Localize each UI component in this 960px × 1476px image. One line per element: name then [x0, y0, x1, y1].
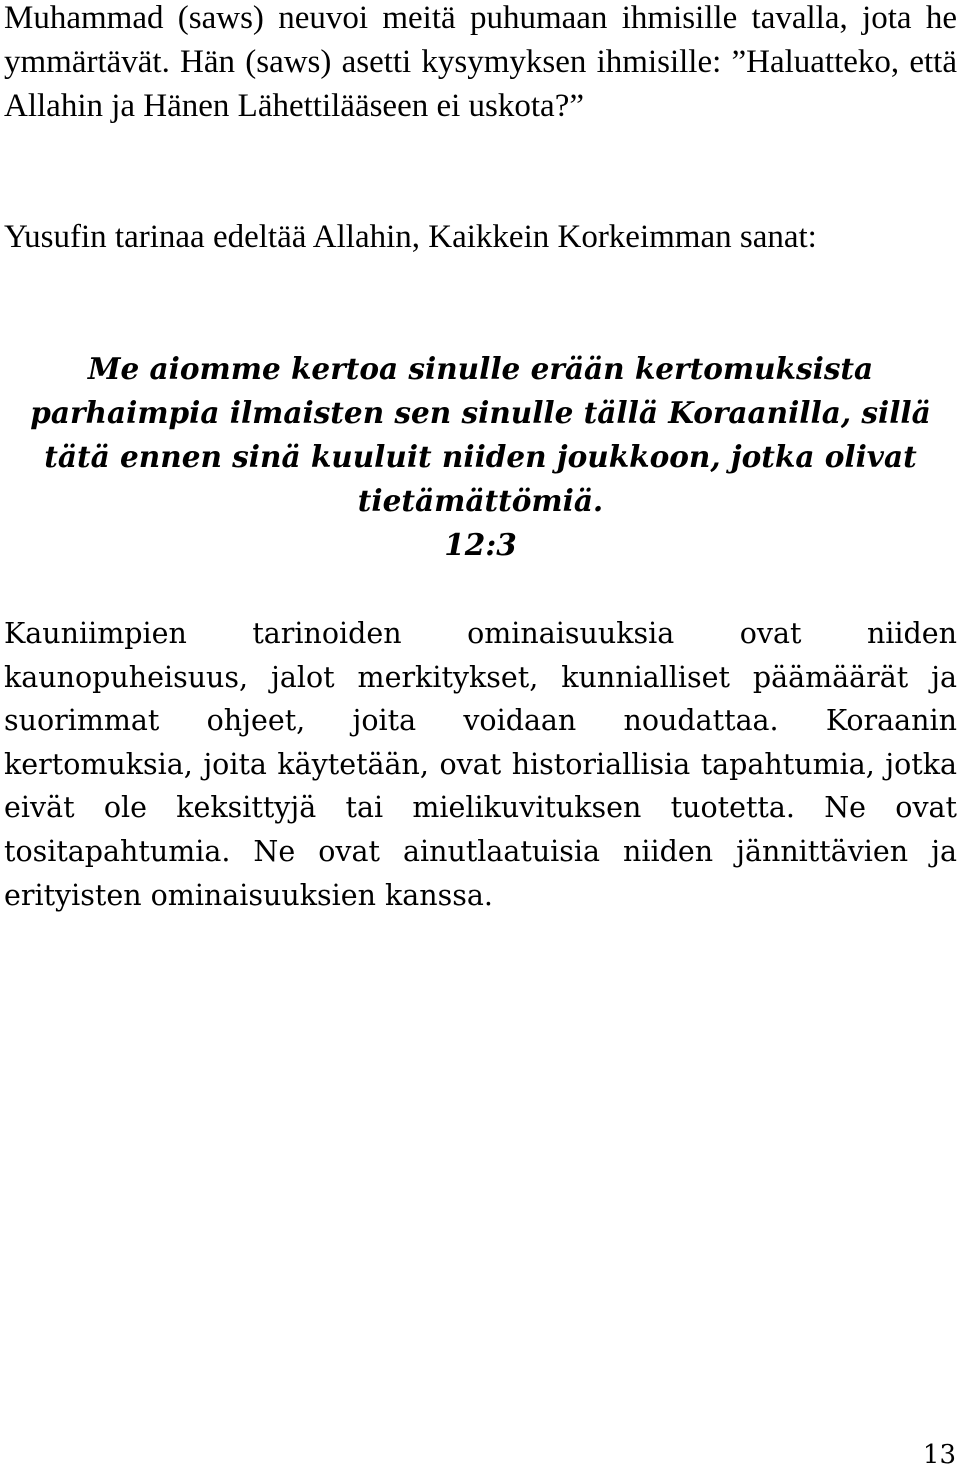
lead-paragraph: Yusufin tarinaa edeltää Allahin, Kaikkein Korkeimman sanat: [4, 219, 817, 255]
page-number: 13 [922, 1440, 956, 1470]
quote-text: Me aiomme kertoa sinulle erään kertomuksista parhaimpia ilmaisten sen sinulle tällä Koraanilla, sillä tätä ennen sinä kuuluit niiden joukkoon, jotka olivat tietämättömiä. [30, 351, 931, 518]
quran-quote [4, 347, 957, 567]
quote-reference: 12:3 [444, 527, 517, 562]
body-paragraph: Kauniimpien tarinoiden ominaisuuksia ovat niiden kaunopuheisuus, jalot merkitykset, kunnialliset päämäärät ja suorimmat ohjeet, joita voidaan noudattaa. Koraanin kertomuksia, joita käytetään, ovat historiallisia tapahtumia, jotka eivät ole keksittyjä tai mielikuvituksen tuotetta. Ne ovat tositapahtumia. Ne ovat ainutlaatuisia niiden jännittävien ja erityisten ominaisuuksien kanssa. [4, 617, 957, 912]
intro-paragraph: Muhammad (saws) neuvoi meitä puhumaan ihmisille tavalla, jota he ymmärtävät. Hän (saws) asetti kysymyksen ihmisille: ”Haluatteko, että Allahin ja Hänen Lähettilääseen ei uskota?” [4, 0, 957, 124]
